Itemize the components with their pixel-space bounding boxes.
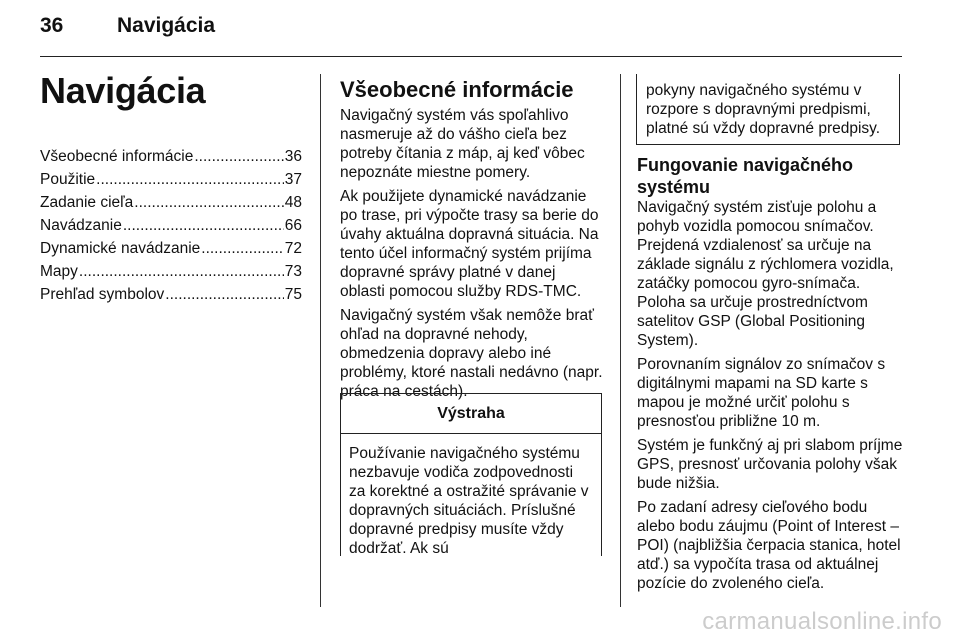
toc-leader-dots <box>165 286 283 304</box>
running-header: Navigácia <box>117 14 216 37</box>
warning-text-continued: pokyny navigačného systému v rozpore s dopravnými predpismi, platné sú vždy dopravné predpisy. <box>646 82 881 137</box>
paragraph: Ak použijete dynamické navádzanie po trase, pri výpočte trasy sa berie do úvahy aktuálna dopravná situácia. Na tento účel informačný systém prijíma dopravné správy platné v danej oblasti pomocou služby RDS-TMC. <box>340 188 599 300</box>
paragraph: Navigačný systém zisťuje polohu a pohyb vozidla pomocou snímačov. Prejdená vzdialenosť sa určuje na základe signálu z rýchlomera vozidla, zatáčky pomocou gyro-snímača. Poloha sa určuje prostredníctvom satelitov GSP (Global Positioning System). <box>637 199 894 349</box>
toc-entry[interactable] <box>40 217 302 240</box>
toc-entry-title: Zadanie cieľa <box>40 194 134 211</box>
toc-entry-title: Použitie <box>40 171 96 188</box>
chapter-title: Navigácia <box>40 70 206 111</box>
section-heading: Fungovanie navigačného systému <box>637 155 854 197</box>
warning-box <box>340 393 602 556</box>
toc-leader-dots <box>194 148 283 166</box>
paragraph: Navigačný systém však nemôže brať ohľad na dopravné nehody, obmedzenia dopravy alebo iné problémy, ktoré nastali nedávno (napr. práca na cestách). <box>340 307 603 400</box>
paragraph: Navigačný systém vás spoľahlivo nasmeruje až do vášho cieľa bez potreby čítania z máp, aj keď vôbec nepoznáte miestne pomery. <box>340 107 585 181</box>
toc-entry[interactable] <box>40 240 302 263</box>
toc-entry-page: 73 <box>284 263 302 280</box>
warning-title: Výstraha <box>340 393 602 434</box>
toc-entry-page: 36 <box>284 148 302 165</box>
toc-leader-dots <box>201 240 283 258</box>
toc-entry-page: 75 <box>284 286 302 303</box>
toc-entry-title: Dynamické navádzanie <box>40 240 201 257</box>
toc-entry-page: 48 <box>284 194 302 211</box>
column-divider-right <box>620 74 621 607</box>
toc-entry[interactable] <box>40 171 302 194</box>
column-divider-left <box>320 74 321 607</box>
toc-entry[interactable] <box>40 148 302 171</box>
header-divider <box>40 56 902 57</box>
toc-entry-title: Navádzanie <box>40 217 122 234</box>
table-of-contents <box>40 148 302 309</box>
toc-leader-dots <box>96 171 284 189</box>
toc-entry-page: 72 <box>284 240 302 257</box>
paragraph: Systém je funkčný aj pri slabom príjme GPS, presnosť určovania polohy však bude nižšia. <box>637 437 903 492</box>
toc-entry[interactable] <box>40 263 302 286</box>
toc-entry-page: 66 <box>284 217 302 234</box>
paragraph: Porovnaním signálov zo snímačov s digitálnymi mapami na SD karte s mapou je možné určiť polohu s presnosťou približne 10 m. <box>637 356 886 430</box>
toc-entry-title: Mapy <box>40 263 78 280</box>
toc-leader-dots <box>134 194 283 212</box>
toc-leader-dots <box>79 263 284 281</box>
toc-leader-dots <box>123 217 284 235</box>
toc-entry[interactable] <box>40 286 302 309</box>
warning-text: Používanie navigačného systému nezbavuje vodiča zodpovednosti za korektné a ostražité správanie v dopravných situáciách. Príslušné dopravné predpisy musíte vždy dodržať. Ak sú <box>349 445 589 556</box>
toc-entry-title: Všeobecné informácie <box>40 148 194 165</box>
general-info-section <box>340 78 604 406</box>
section-heading: Všeobecné informácie <box>340 77 574 102</box>
warning-body <box>340 434 602 556</box>
warning-box-continued <box>636 74 900 145</box>
toc-entry-page: 37 <box>284 171 302 188</box>
paragraph: Po zadaní adresy cieľového bodu alebo bodu záujmu (Point of Interest – POI) (najbližšia čerpacia stanica, hotel atď.) sa vypočíta trasa od aktuálnej pozície do zvoleného cieľa. <box>637 499 901 592</box>
watermark: carmanualsonline.info <box>702 608 942 635</box>
function-section <box>637 154 903 598</box>
toc-entry-title: Prehľad symbolov <box>40 286 165 303</box>
page-number: 36 <box>40 14 64 37</box>
toc-entry[interactable] <box>40 194 302 217</box>
